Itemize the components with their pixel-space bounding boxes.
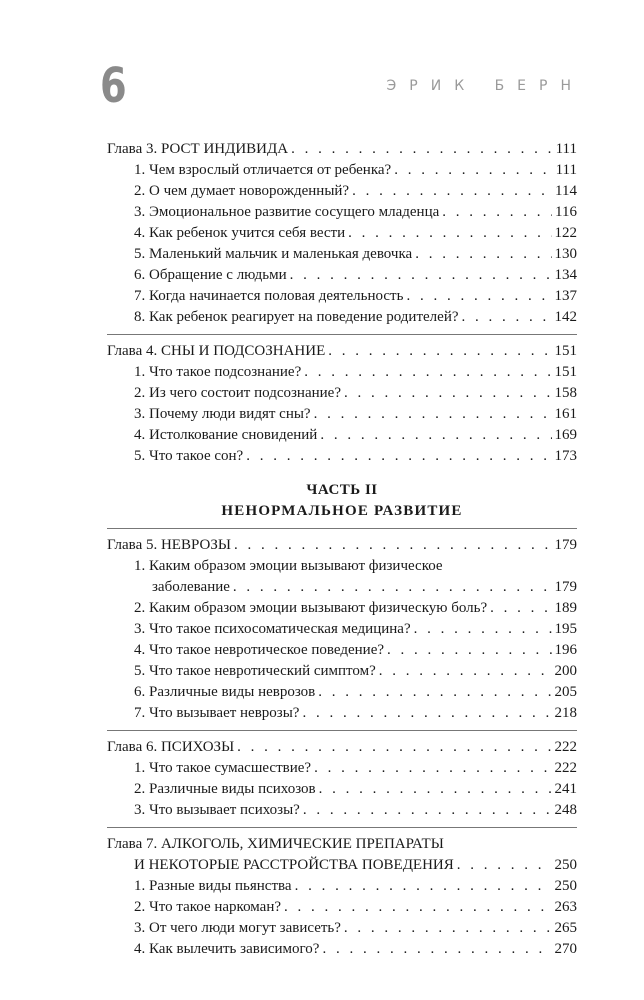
leader-dots [318, 682, 551, 703]
item-number: 4. [134, 225, 146, 241]
chapter-title: И НЕКОТОРЫЕ РАССТРОЙСТВА ПОВЕДЕНИЯ [134, 857, 454, 873]
toc-item [107, 939, 577, 960]
toc-item [107, 181, 577, 202]
item-title: заболевание [152, 579, 230, 595]
toc-item [107, 202, 577, 223]
item-number: 2. [134, 781, 146, 797]
page-ref: 218 [554, 705, 577, 721]
leader-dots [406, 286, 551, 307]
page-ref: 200 [554, 663, 577, 679]
item-number: 5. [134, 663, 146, 679]
leader-dots [304, 362, 551, 383]
leader-dots [302, 703, 551, 724]
item-number: 3. [134, 920, 146, 936]
leader-dots [314, 404, 552, 425]
toc-item [107, 640, 577, 661]
divider-line [107, 522, 577, 535]
page-ref: 158 [554, 385, 577, 401]
leader-dots [414, 619, 552, 640]
chapter-title: Глава 4. СНЫ И ПОДСОЗНАНИЕ [107, 343, 326, 359]
toc-item [107, 779, 577, 800]
item-number: 5. [134, 246, 146, 262]
toc-item [107, 577, 577, 598]
chapter-title-line: Глава 7. АЛКОГОЛЬ, ХИМИЧЕСКИЕ ПРЕПАРАТЫ [107, 836, 444, 852]
item-number: 7. [134, 705, 146, 721]
toc-item [107, 404, 577, 425]
item-title: Что такое невротическое поведение? [149, 642, 385, 658]
leader-dots [328, 341, 551, 362]
toc-item [107, 876, 577, 897]
toc-item [107, 362, 577, 383]
item-title: Что такое сумасшествие? [149, 760, 312, 776]
chapter-row [107, 855, 577, 876]
part-title: ЧАСТЬ II [306, 482, 378, 498]
item-title: Почему люди видят сны? [149, 406, 311, 422]
item-title: Различные виды психозов [149, 781, 316, 797]
page-ref: 195 [554, 621, 577, 637]
item-title: О чем думает новорожденный? [149, 183, 350, 199]
item-title: Каким образом эмоции вызывают физическую боль? [149, 600, 488, 616]
page-ref: 196 [554, 642, 577, 658]
toc-item [107, 619, 577, 640]
item-title: Как вылечить зависимого? [149, 941, 320, 957]
item-title: Что такое невротический симптом? [149, 663, 376, 679]
page-ref: 189 [554, 600, 577, 616]
item-title: Что такое психосоматическая медицина? [149, 621, 411, 637]
toc-item [107, 383, 577, 404]
leader-dots [352, 181, 552, 202]
toc-item [107, 897, 577, 918]
leader-dots [442, 202, 552, 223]
item-title: Что вызывает неврозы? [149, 705, 300, 721]
chapter-row [107, 341, 577, 362]
item-number: 4. [134, 642, 146, 658]
page-ref: 250 [554, 878, 577, 894]
item-number: 3. [134, 406, 146, 422]
toc-item [107, 425, 577, 446]
item-number: 3. [134, 621, 146, 637]
page-ref: 130 [554, 246, 577, 262]
page-ref: 270 [554, 941, 577, 957]
toc-item [107, 244, 577, 265]
table-of-contents [107, 139, 577, 960]
item-number: 6. [134, 684, 146, 700]
leader-dots [490, 598, 551, 619]
toc-item [107, 307, 577, 328]
chapter-title: Глава 3. РОСТ ИНДИВИДА [107, 141, 289, 157]
item-title: Как ребенок реагирует на поведение родителей? [149, 309, 459, 325]
spacer [107, 467, 577, 480]
item-title: Маленький мальчик и маленькая девочка [149, 246, 413, 262]
leader-dots [284, 897, 551, 918]
item-title: Когда начинается половая деятельность [149, 288, 404, 304]
leader-dots [246, 446, 551, 467]
item-title: Чем взрослый отличается от ребенка? [149, 162, 392, 178]
toc-item [107, 286, 577, 307]
toc-item [107, 223, 577, 244]
item-title: От чего люди могут зависеть? [149, 920, 341, 936]
page-number: 6 [100, 58, 127, 114]
item-title: Что такое сон? [149, 448, 244, 464]
page-ref: 151 [554, 364, 577, 380]
item-title: Истолкование сновидений [149, 427, 318, 443]
part-subtitle: НЕНОРМАЛЬНОЕ РАЗВИТИЕ [221, 503, 463, 519]
leader-dots [314, 758, 551, 779]
toc-item [107, 703, 577, 724]
item-title-first-line: Каким образом эмоции вызывают физическое [149, 558, 443, 574]
item-number: 4. [134, 427, 146, 443]
toc-item [107, 682, 577, 703]
page-ref: 222 [554, 739, 577, 755]
item-title: Что такое подсознание? [149, 364, 302, 380]
leader-dots [415, 244, 551, 265]
leader-dots [234, 535, 552, 556]
item-title: Обращение с людьми [149, 267, 287, 283]
leader-dots [303, 800, 552, 821]
page-ref: 205 [554, 684, 577, 700]
leader-dots [457, 855, 552, 876]
page-ref: 137 [554, 288, 577, 304]
page-ref: 116 [555, 204, 577, 220]
toc-item [107, 800, 577, 821]
toc-item [107, 160, 577, 181]
item-number: 3. [134, 204, 146, 220]
leader-dots [290, 265, 552, 286]
item-title: Что такое наркоман? [149, 899, 282, 915]
divider-line [107, 724, 577, 737]
toc-item [107, 918, 577, 939]
item-number: 3. [134, 802, 146, 818]
leader-dots [344, 383, 552, 404]
page-ref: 122 [554, 225, 577, 241]
running-head: ЭРИК БЕРН [386, 78, 584, 94]
page-ref: 114 [555, 183, 577, 199]
item-number: 5. [134, 448, 146, 464]
chapter-row [107, 139, 577, 160]
item-number: 6. [134, 267, 146, 283]
page-ref: 161 [554, 406, 577, 422]
leader-dots [344, 918, 552, 939]
page-ref: 265 [554, 920, 577, 936]
toc-item [107, 598, 577, 619]
item-title: Различные виды неврозов [149, 684, 316, 700]
chapter-title: Глава 5. НЕВРОЗЫ [107, 537, 231, 553]
item-title: Разные виды пьянства [149, 878, 292, 894]
page-ref: 263 [554, 899, 577, 915]
page-ref: 241 [554, 781, 577, 797]
item-title-line [107, 556, 577, 577]
item-number: 2. [134, 385, 146, 401]
page-ref: 250 [554, 857, 577, 873]
item-number: 4. [134, 941, 146, 957]
leader-dots [233, 577, 552, 598]
chapter-row [107, 535, 577, 556]
page-ref: 179 [554, 579, 577, 595]
item-number: 1. [134, 558, 146, 574]
item-number: 2. [134, 899, 146, 915]
leader-dots [462, 307, 552, 328]
leader-dots [348, 223, 551, 244]
item-number: 1. [134, 760, 146, 776]
item-title: Что вызывает психозы? [149, 802, 300, 818]
page-ref: 169 [554, 427, 577, 443]
toc-item [107, 265, 577, 286]
toc-item [107, 758, 577, 779]
chapter-title: Глава 6. ПСИХОЗЫ [107, 739, 235, 755]
page-ref: 151 [554, 343, 577, 359]
leader-dots [394, 160, 552, 181]
item-number: 8. [134, 309, 146, 325]
page-ref: 142 [554, 309, 577, 325]
page-ref: 179 [554, 537, 577, 553]
item-title: Из чего состоит подсознание? [149, 385, 341, 401]
page-ref: 173 [554, 448, 577, 464]
item-number: 2. [134, 600, 146, 616]
item-number: 7. [134, 288, 146, 304]
page-ref: 111 [555, 162, 577, 178]
leader-dots [322, 939, 551, 960]
divider-line [107, 328, 577, 341]
page-ref: 248 [554, 802, 577, 818]
leader-dots [320, 425, 551, 446]
item-number: 1. [134, 364, 146, 380]
leader-dots [295, 876, 552, 897]
leader-dots [387, 640, 551, 661]
chapter-row [107, 737, 577, 758]
item-number: 2. [134, 183, 146, 199]
item-number: 1. [134, 878, 146, 894]
item-title: Эмоциональное развитие сосущего младенца [149, 204, 440, 220]
toc-item [107, 661, 577, 682]
leader-dots [237, 737, 551, 758]
page-ref: 111 [555, 141, 577, 157]
toc-item [107, 446, 577, 467]
page-ref: 134 [554, 267, 577, 283]
leader-dots [379, 661, 552, 682]
item-number: 1. [134, 162, 146, 178]
divider-line [107, 821, 577, 834]
leader-dots [291, 139, 553, 160]
leader-dots [319, 779, 552, 800]
page-ref: 222 [554, 760, 577, 776]
item-title: Как ребенок учится себя вести [149, 225, 346, 241]
